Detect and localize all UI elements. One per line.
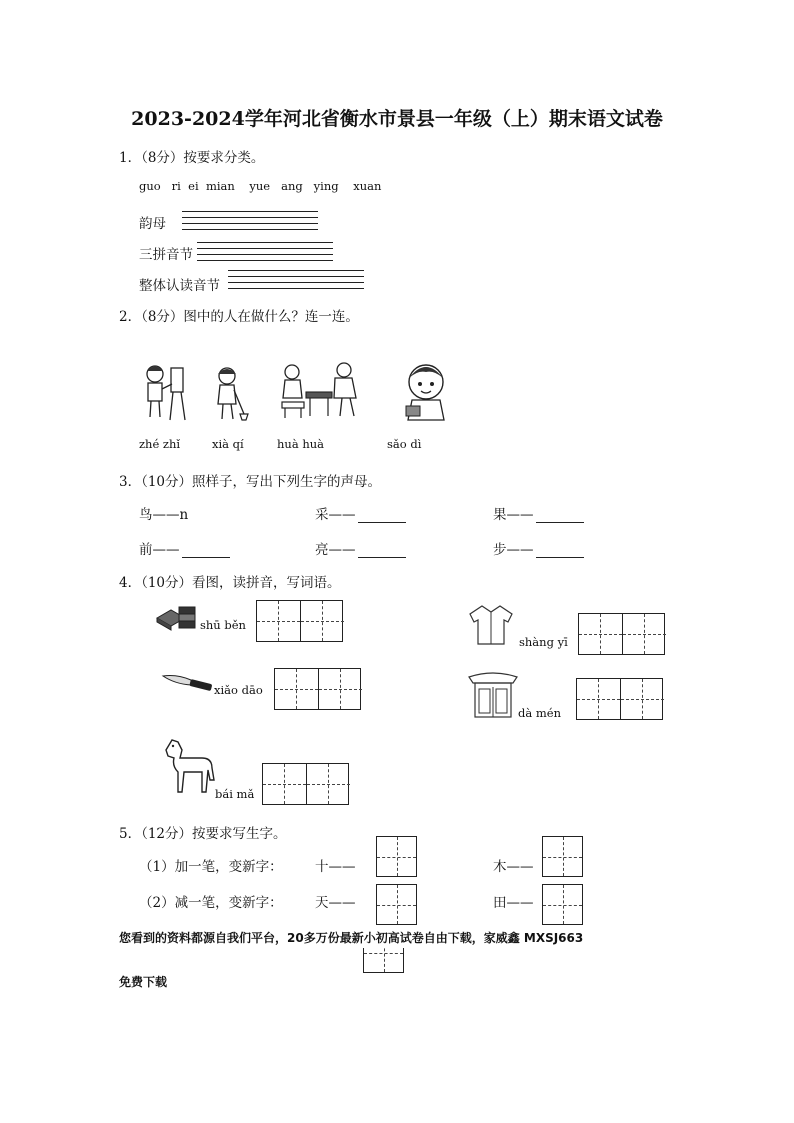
question-4-stem: 4．（10分）看图，读拼音，写词语。	[119, 575, 341, 591]
q4-writing-grid[interactable]	[262, 763, 349, 805]
q1-answer-line[interactable]	[228, 282, 364, 283]
footer-line-1: 您看到的资料都源自我们平台，20多万份最新小初高试卷自由下载，家威鑫 MXSJ663	[119, 929, 583, 948]
q4-pinyin: xiǎo dāo	[214, 683, 263, 697]
q3-example: 鸟——n	[139, 507, 189, 523]
q5-writing-grid[interactable]	[376, 836, 417, 877]
q1-answer-line[interactable]	[197, 248, 333, 249]
q4-pinyin: dà mén	[518, 706, 561, 720]
q1-answer-line[interactable]	[228, 270, 364, 271]
q3-item: 采——	[315, 507, 356, 523]
q1-answer-line[interactable]	[228, 276, 364, 277]
girl-sweeping-illustration	[212, 366, 248, 424]
books-icon	[155, 604, 199, 630]
q4-pinyin: shàng yī	[519, 635, 568, 649]
q5-writing-grid[interactable]	[542, 884, 583, 925]
q1-row-label-whole: 整体认读音节	[139, 278, 220, 294]
q5-char: 田——	[493, 895, 534, 911]
q1-answer-line[interactable]	[197, 260, 333, 261]
q1-answer-line[interactable]	[182, 229, 318, 230]
men-playing-chess-illustration	[280, 362, 362, 422]
q3-answer-blank[interactable]	[358, 509, 406, 523]
q1-answer-line[interactable]	[182, 217, 318, 218]
q3-item: 亮——	[315, 542, 356, 558]
q5-writing-grid[interactable]	[376, 884, 417, 925]
q4-writing-grid[interactable]	[578, 613, 665, 655]
q2-pinyin-label: xià qí	[212, 437, 244, 451]
q4-pinyin: bái mǎ	[215, 787, 255, 801]
shirt-icon	[468, 604, 514, 646]
question-3-stem: 3．（10分）照样子，写出下列生字的声母。	[119, 474, 382, 490]
q1-syllable-list: guo ri ei mian yue ang ying xuan	[139, 179, 382, 193]
q3-answer-blank[interactable]	[536, 544, 584, 558]
q3-item: 步——	[493, 542, 534, 558]
q3-item: 前——	[139, 542, 180, 558]
knife-icon	[163, 672, 215, 694]
q5-char: 十——	[315, 859, 356, 875]
q3-answer-blank[interactable]	[182, 544, 230, 558]
q5-writing-grid[interactable]	[542, 836, 583, 877]
q2-pinyin-label: zhé zhǐ	[139, 437, 181, 451]
q1-answer-line[interactable]	[182, 211, 318, 212]
q5-row2-label: （2）减一笔，变新字：	[139, 895, 283, 911]
page-title: 2023-2024学年河北省衡水市景县一年级（上）期末语文试卷	[131, 108, 663, 130]
horse-icon	[160, 736, 216, 796]
q4-writing-grid[interactable]	[256, 600, 343, 642]
q5-row1-label: （1）加一笔，变新字：	[139, 859, 283, 875]
q1-row-label-three-part: 三拼音节	[139, 247, 193, 263]
q4-writing-grid[interactable]	[274, 668, 361, 710]
gate-icon	[469, 669, 517, 719]
q2-pinyin-label: sǎo dì	[387, 437, 422, 451]
q4-pinyin: shū běn	[200, 618, 246, 632]
q3-answer-blank[interactable]	[358, 544, 406, 558]
boy-reading-illustration	[400, 360, 450, 422]
q5-char: 天——	[315, 895, 356, 911]
q1-answer-line[interactable]	[197, 254, 333, 255]
q1-answer-line[interactable]	[228, 288, 364, 289]
girl-painting-illustration	[138, 362, 188, 424]
q1-row-label-finals: 韵母	[139, 216, 166, 232]
q1-answer-line[interactable]	[182, 223, 318, 224]
footer-line-2: 免费下载	[119, 975, 168, 989]
q4-writing-grid[interactable]	[576, 678, 663, 720]
q2-pinyin-label: huà huà	[277, 437, 324, 451]
question-1-stem: 1．（8分）按要求分类。	[119, 150, 265, 166]
q1-answer-line[interactable]	[197, 242, 333, 243]
question-2-stem: 2．（8分）图中的人在做什么？连一连。	[119, 309, 359, 325]
question-5-stem: 5．（12分）按要求写生字。	[119, 826, 287, 842]
q3-answer-blank[interactable]	[536, 509, 584, 523]
q3-item: 果——	[493, 507, 534, 523]
q5-char: 木——	[493, 859, 534, 875]
